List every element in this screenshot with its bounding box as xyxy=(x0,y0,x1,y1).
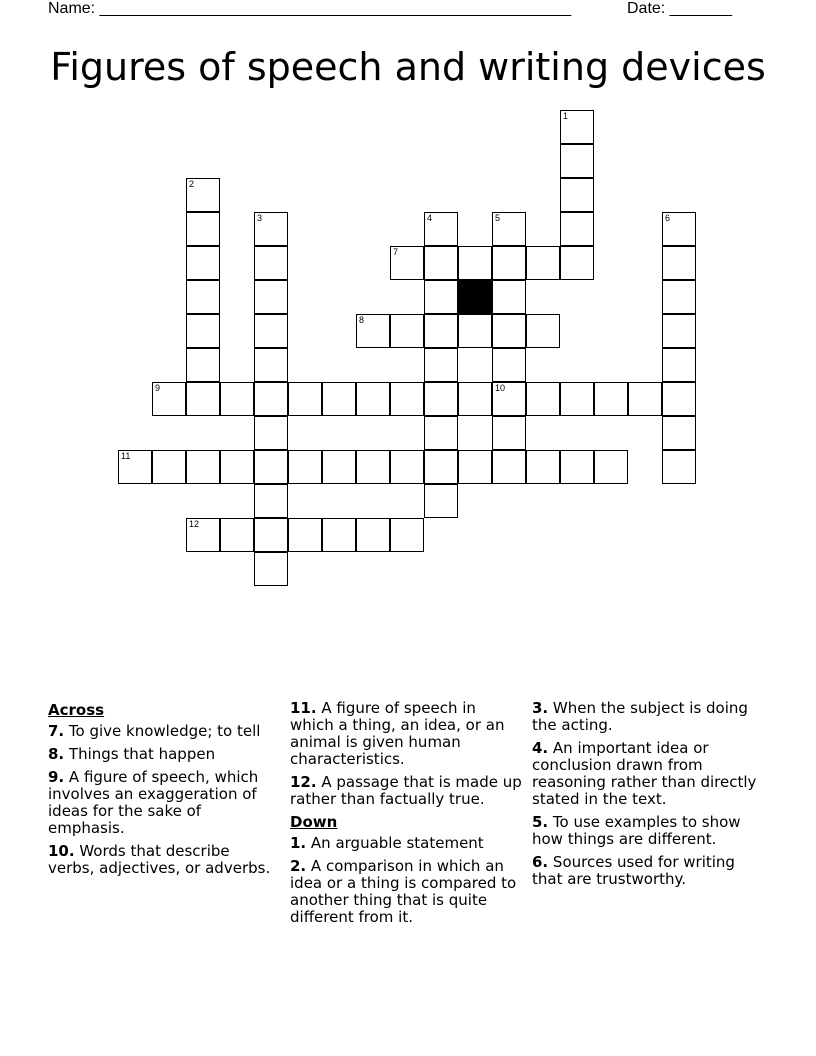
clue-item-text: Sources used for writing that are trustworthy. xyxy=(532,853,735,888)
grid-cell[interactable] xyxy=(186,314,220,348)
grid-cell[interactable] xyxy=(254,348,288,382)
clue-number: 3 xyxy=(257,213,263,223)
clue-item-text: To give knowledge; to tell xyxy=(68,722,261,740)
grid-cell[interactable] xyxy=(322,518,356,552)
grid-cell[interactable] xyxy=(492,348,526,382)
clue-item-number: 11. xyxy=(290,699,317,717)
clue-item-number: 5. xyxy=(532,813,549,831)
grid-cell[interactable] xyxy=(424,280,458,314)
grid-cell[interactable] xyxy=(526,382,560,416)
grid-cell[interactable] xyxy=(560,144,594,178)
clue-number: 8 xyxy=(359,315,365,325)
grid-cell[interactable] xyxy=(424,450,458,484)
clue-item-number: 2. xyxy=(290,857,307,875)
grid-cell[interactable] xyxy=(560,246,594,280)
grid-cell[interactable] xyxy=(424,416,458,450)
clue-number: 4 xyxy=(427,213,433,223)
grid-cell[interactable] xyxy=(458,450,492,484)
grid-cell[interactable] xyxy=(288,450,322,484)
grid-cell[interactable] xyxy=(254,314,288,348)
grid-cell[interactable] xyxy=(492,450,526,484)
grid-cell[interactable] xyxy=(390,382,424,416)
grid-cell[interactable] xyxy=(492,382,526,416)
grid-cell[interactable] xyxy=(220,518,254,552)
clue-item-text: Things that happen xyxy=(68,745,216,763)
grid-cell[interactable] xyxy=(662,450,696,484)
grid-cell[interactable] xyxy=(662,382,696,416)
clue-item xyxy=(48,843,278,877)
grid-cell[interactable] xyxy=(356,314,390,348)
grid-cell[interactable] xyxy=(628,382,662,416)
grid-cell[interactable] xyxy=(526,314,560,348)
grid-cell[interactable] xyxy=(356,450,390,484)
clue-item-number: 6. xyxy=(532,853,549,871)
grid-cell[interactable] xyxy=(390,314,424,348)
clue-item xyxy=(532,854,762,888)
grid-cell[interactable] xyxy=(594,382,628,416)
grid-cell[interactable] xyxy=(662,314,696,348)
clue-number: 10 xyxy=(495,383,506,393)
grid-cell[interactable] xyxy=(594,450,628,484)
clue-item-text: When the subject is doing the acting. xyxy=(532,699,748,734)
name-field-label: Name: _____________________________________________________ xyxy=(48,0,572,17)
clue-number: 6 xyxy=(665,213,671,223)
grid-cell[interactable] xyxy=(424,382,458,416)
grid-cell[interactable] xyxy=(424,212,458,246)
grid-cell[interactable] xyxy=(254,416,288,450)
grid-cell[interactable] xyxy=(254,552,288,586)
clue-item xyxy=(48,746,278,763)
grid-cell[interactable] xyxy=(458,314,492,348)
clue-number: 7 xyxy=(393,247,399,257)
grid-cell[interactable] xyxy=(356,518,390,552)
grid-cell[interactable] xyxy=(288,518,322,552)
clue-item xyxy=(48,769,278,837)
grid-cell[interactable] xyxy=(356,382,390,416)
grid-cell[interactable] xyxy=(220,450,254,484)
grid-cell[interactable] xyxy=(662,246,696,280)
grid-cell[interactable] xyxy=(458,246,492,280)
grid-cell[interactable] xyxy=(492,246,526,280)
grid-cell[interactable] xyxy=(322,450,356,484)
grid-cell[interactable] xyxy=(254,280,288,314)
clue-item-text: A figure of speech, which involves an exaggeration of ideas for the sake of emphasis. xyxy=(48,768,259,837)
grid-cell[interactable] xyxy=(254,382,288,416)
grid-cell[interactable] xyxy=(322,382,356,416)
grid-cell[interactable] xyxy=(118,450,152,484)
grid-cell[interactable] xyxy=(186,212,220,246)
clue-item-number: 9. xyxy=(48,768,65,786)
grid-cell[interactable] xyxy=(424,314,458,348)
grid-cell[interactable] xyxy=(254,518,288,552)
clue-item-text: An arguable statement xyxy=(310,834,484,852)
grid-cell[interactable] xyxy=(492,314,526,348)
grid-cell[interactable] xyxy=(390,518,424,552)
clue-number: 2 xyxy=(189,179,195,189)
grid-cell[interactable] xyxy=(220,382,254,416)
grid-cell[interactable] xyxy=(186,450,220,484)
clue-number: 12 xyxy=(189,519,200,529)
clue-item-number: 3. xyxy=(532,699,549,717)
grid-cell[interactable] xyxy=(526,450,560,484)
grid-cell[interactable] xyxy=(186,246,220,280)
grid-cell[interactable] xyxy=(492,280,526,314)
clue-item-number: 8. xyxy=(48,745,65,763)
grid-cell[interactable] xyxy=(186,518,220,552)
clue-column-3 xyxy=(532,700,762,894)
grid-cell[interactable] xyxy=(560,178,594,212)
clue-number: 11 xyxy=(121,451,131,461)
clue-item xyxy=(290,774,524,808)
grid-cell[interactable] xyxy=(186,178,220,212)
clue-item-text: To use examples to show how things are different. xyxy=(532,813,741,848)
clue-item-number: 1. xyxy=(290,834,307,852)
grid-cell[interactable] xyxy=(560,212,594,246)
clue-item xyxy=(290,700,524,768)
clue-item-number: 4. xyxy=(532,739,549,757)
clue-item-text: A comparison in which an idea or a thing is compared to another thing that is quite different from it. xyxy=(290,857,517,926)
grid-cell[interactable] xyxy=(526,246,560,280)
clue-number: 9 xyxy=(155,383,161,393)
grid-cell[interactable] xyxy=(492,212,526,246)
clue-item xyxy=(532,740,762,808)
grid-block-cell xyxy=(458,280,492,314)
clue-item xyxy=(290,835,524,852)
grid-cell[interactable] xyxy=(662,212,696,246)
clue-item-text: Words that describe verbs, adjectives, or adverbs. xyxy=(48,842,271,877)
grid-cell[interactable] xyxy=(186,280,220,314)
clue-list xyxy=(48,700,768,960)
grid-cell[interactable] xyxy=(152,450,186,484)
clue-item-number: 12. xyxy=(290,773,317,791)
clue-item xyxy=(532,814,762,848)
grid-cell[interactable] xyxy=(662,280,696,314)
grid-cell[interactable] xyxy=(254,484,288,518)
grid-cell[interactable] xyxy=(186,348,220,382)
clue-number: 1 xyxy=(563,111,569,121)
grid-cell[interactable] xyxy=(152,382,186,416)
clue-item-text: A passage that is made up rather than factually true. xyxy=(290,773,522,808)
clue-item-text: A figure of speech in which a thing, an idea, or an animal is given human characteristics. xyxy=(290,699,505,768)
across-heading: Across xyxy=(48,701,105,719)
grid-cell[interactable] xyxy=(560,450,594,484)
grid-cell[interactable] xyxy=(662,348,696,382)
grid-cell[interactable] xyxy=(254,246,288,280)
clue-column-1 xyxy=(48,700,278,883)
clue-number: 5 xyxy=(495,213,501,223)
grid-cell[interactable] xyxy=(424,484,458,518)
grid-cell[interactable] xyxy=(560,382,594,416)
clue-item-text: An important idea or conclusion drawn from reasoning rather than directly stated in the text. xyxy=(532,739,757,808)
date-field-label: Date: _______ xyxy=(627,0,732,17)
page-title: Figures of speech and writing devices xyxy=(50,45,766,89)
grid-cell[interactable] xyxy=(254,450,288,484)
grid-cell[interactable] xyxy=(186,382,220,416)
clue-column-2 xyxy=(290,700,524,932)
grid-cell[interactable] xyxy=(662,416,696,450)
clue-item-number: 7. xyxy=(48,722,65,740)
grid-cell[interactable] xyxy=(390,246,424,280)
clue-item xyxy=(532,700,762,734)
grid-cell[interactable] xyxy=(288,382,322,416)
grid-cell[interactable] xyxy=(424,348,458,382)
grid-cell[interactable] xyxy=(492,416,526,450)
grid-cell[interactable] xyxy=(254,212,288,246)
down-heading: Down xyxy=(290,813,338,831)
grid-cell[interactable] xyxy=(424,246,458,280)
grid-cell[interactable] xyxy=(390,450,424,484)
grid-cell[interactable] xyxy=(560,110,594,144)
clue-item-number: 10. xyxy=(48,842,75,860)
grid-cell[interactable] xyxy=(458,382,492,416)
clue-item xyxy=(290,858,524,926)
clue-item xyxy=(48,723,278,740)
